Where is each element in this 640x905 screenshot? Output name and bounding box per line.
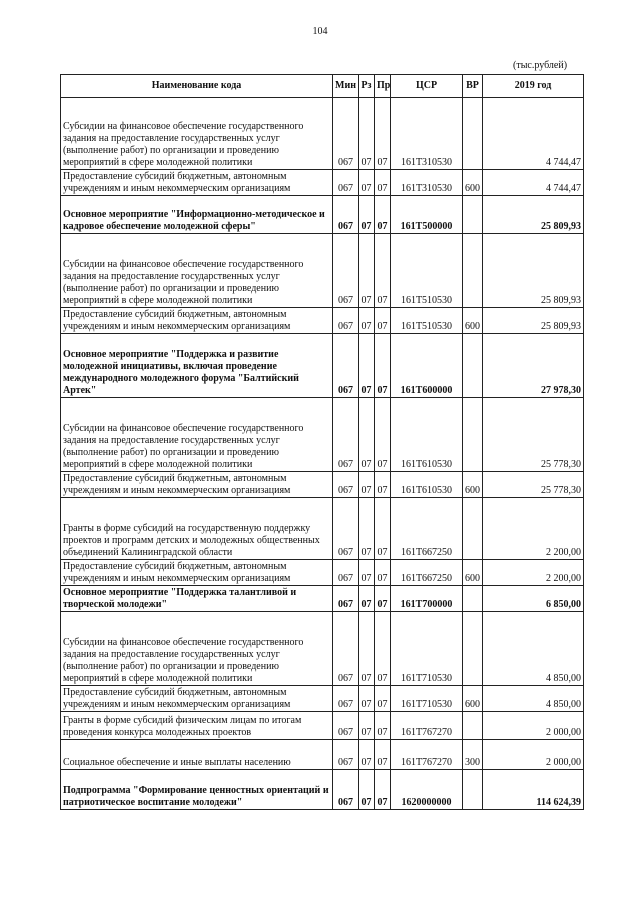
budget-table <box>60 74 584 810</box>
cell-pr: 07 <box>375 98 391 170</box>
cell-rz: 07 <box>359 398 375 472</box>
table-row <box>61 398 584 472</box>
cell-rz: 07 <box>359 612 375 686</box>
table-row <box>61 334 584 398</box>
cell-pr: 07 <box>375 712 391 740</box>
cell-vr <box>463 98 483 170</box>
cell-pr: 07 <box>375 170 391 196</box>
cell-min: 067 <box>333 308 359 334</box>
table-row <box>61 612 584 686</box>
cell-min: 067 <box>333 334 359 398</box>
cell-csr: 161Т310530 <box>391 98 463 170</box>
cell-amount: 25 778,30 <box>483 472 584 498</box>
cell-amount: 27 978,30 <box>483 334 584 398</box>
cell-min: 067 <box>333 612 359 686</box>
cell-rz: 07 <box>359 334 375 398</box>
header-rz: Рз <box>359 75 375 98</box>
table-row <box>61 498 584 560</box>
cell-rz: 07 <box>359 686 375 712</box>
cell-vr <box>463 770 483 810</box>
table-row <box>61 560 584 586</box>
cell-csr: 161Т310530 <box>391 170 463 196</box>
cell-min: 067 <box>333 770 359 810</box>
cell-pr: 07 <box>375 398 391 472</box>
cell-pr: 07 <box>375 560 391 586</box>
table-row <box>61 98 584 170</box>
cell-csr: 161Т600000 <box>391 334 463 398</box>
cell-pr: 07 <box>375 740 391 770</box>
cell-csr: 161Т710530 <box>391 686 463 712</box>
cell-name: Предоставление субсидий бюджетным, автономным учреждениям и иным некоммерческим организациям <box>61 472 333 498</box>
header-csr: ЦСР <box>391 75 463 98</box>
cell-name: Субсидии на финансовое обеспечение государственного задания на предоставление государственных услуг (выполнение работ) по организации и проведению мероприятий в сфере молодежной политики <box>61 234 333 308</box>
table-row <box>61 170 584 196</box>
cell-min: 067 <box>333 586 359 612</box>
cell-min: 067 <box>333 472 359 498</box>
cell-min: 067 <box>333 498 359 560</box>
cell-vr: 600 <box>463 472 483 498</box>
cell-min: 067 <box>333 234 359 308</box>
table-row <box>61 586 584 612</box>
cell-name: Основное мероприятие "Информационно-методическое и кадровое обеспечение молодежной сферы" <box>61 196 333 234</box>
cell-rz: 07 <box>359 98 375 170</box>
header-amount: 2019 год <box>483 75 584 98</box>
table-row <box>61 196 584 234</box>
table-header-row <box>61 75 584 98</box>
page-number: 104 <box>312 26 328 37</box>
cell-name: Предоставление субсидий бюджетным, автономным учреждениям и иным некоммерческим организациям <box>61 170 333 196</box>
cell-amount: 2 000,00 <box>483 712 584 740</box>
cell-vr <box>463 498 483 560</box>
cell-amount: 25 809,93 <box>483 234 584 308</box>
cell-rz: 07 <box>359 196 375 234</box>
cell-pr: 07 <box>375 472 391 498</box>
cell-vr: 600 <box>463 560 483 586</box>
header-vr: ВР <box>463 75 483 98</box>
cell-csr: 161Т610530 <box>391 472 463 498</box>
cell-pr: 07 <box>375 612 391 686</box>
cell-min: 067 <box>333 560 359 586</box>
cell-rz: 07 <box>359 560 375 586</box>
cell-vr <box>463 398 483 472</box>
cell-csr: 161Т510530 <box>391 234 463 308</box>
cell-csr: 1620000000 <box>391 770 463 810</box>
cell-name: Гранты в форме субсидий на государственную поддержку проектов и программ детских и молодежных общественных объединений Калининградской области <box>61 498 333 560</box>
cell-pr: 07 <box>375 586 391 612</box>
cell-rz: 07 <box>359 170 375 196</box>
cell-rz: 07 <box>359 586 375 612</box>
cell-name: Предоставление субсидий бюджетным, автономным учреждениям и иным некоммерческим организациям <box>61 308 333 334</box>
cell-rz: 07 <box>359 234 375 308</box>
cell-rz: 07 <box>359 472 375 498</box>
table-row <box>61 770 584 810</box>
cell-amount: 25 809,93 <box>483 308 584 334</box>
cell-rz: 07 <box>359 740 375 770</box>
cell-amount: 4 744,47 <box>483 170 584 196</box>
cell-pr: 07 <box>375 770 391 810</box>
cell-name: Основное мероприятие "Поддержка и развитие молодежной инициативы, включая проведение международного молодежного форума "Балтийский Артек" <box>61 334 333 398</box>
table-row <box>61 686 584 712</box>
cell-name: Субсидии на финансовое обеспечение государственного задания на предоставление государственных услуг (выполнение работ) по организации и проведению мероприятий в сфере молодежной политики <box>61 612 333 686</box>
cell-vr <box>463 196 483 234</box>
cell-vr <box>463 712 483 740</box>
cell-amount: 25 809,93 <box>483 196 584 234</box>
cell-vr <box>463 334 483 398</box>
cell-csr: 161Т510530 <box>391 308 463 334</box>
cell-min: 067 <box>333 196 359 234</box>
cell-pr: 07 <box>375 196 391 234</box>
cell-vr <box>463 234 483 308</box>
cell-rz: 07 <box>359 712 375 740</box>
cell-min: 067 <box>333 712 359 740</box>
cell-name: Гранты в форме субсидий физическим лицам по итогам проведения конкурса молодежных проектов <box>61 712 333 740</box>
cell-name: Основное мероприятие "Поддержка талантливой и творческой молодежи" <box>61 586 333 612</box>
cell-csr: 161Т667250 <box>391 498 463 560</box>
cell-vr: 300 <box>463 740 483 770</box>
cell-csr: 161Т500000 <box>391 196 463 234</box>
cell-csr: 161Т710530 <box>391 612 463 686</box>
cell-vr: 600 <box>463 170 483 196</box>
table-row <box>61 712 584 740</box>
cell-min: 067 <box>333 740 359 770</box>
cell-pr: 07 <box>375 498 391 560</box>
cell-name: Предоставление субсидий бюджетным, автономным учреждениям и иным некоммерческим организациям <box>61 560 333 586</box>
cell-name: Социальное обеспечение и иные выплаты населению <box>61 740 333 770</box>
cell-vr <box>463 612 483 686</box>
cell-pr: 07 <box>375 686 391 712</box>
cell-pr: 07 <box>375 308 391 334</box>
units-label: (тыс.рублей) <box>513 60 568 71</box>
cell-min: 067 <box>333 398 359 472</box>
cell-min: 067 <box>333 686 359 712</box>
cell-rz: 07 <box>359 308 375 334</box>
cell-csr: 161Т610530 <box>391 398 463 472</box>
cell-amount: 4 850,00 <box>483 612 584 686</box>
header-name: Наименование кода <box>61 75 333 98</box>
cell-amount: 2 200,00 <box>483 560 584 586</box>
cell-amount: 6 850,00 <box>483 586 584 612</box>
cell-amount: 4 744,47 <box>483 98 584 170</box>
cell-pr: 07 <box>375 234 391 308</box>
cell-vr: 600 <box>463 686 483 712</box>
cell-vr: 600 <box>463 308 483 334</box>
cell-name: Предоставление субсидий бюджетным, автономным учреждениям и иным некоммерческим организациям <box>61 686 333 712</box>
cell-csr: 161Т700000 <box>391 586 463 612</box>
cell-amount: 2 000,00 <box>483 740 584 770</box>
cell-min: 067 <box>333 98 359 170</box>
table-row <box>61 472 584 498</box>
cell-name: Подпрограмма "Формирование ценностных ориентаций и патриотическое воспитание молодежи" <box>61 770 333 810</box>
cell-rz: 07 <box>359 498 375 560</box>
cell-vr <box>463 586 483 612</box>
cell-min: 067 <box>333 170 359 196</box>
cell-name: Субсидии на финансовое обеспечение государственного задания на предоставление государственных услуг (выполнение работ) по организации и проведению мероприятий в сфере молодежной политики <box>61 98 333 170</box>
cell-pr: 07 <box>375 334 391 398</box>
cell-amount: 2 200,00 <box>483 498 584 560</box>
cell-csr: 161Т667250 <box>391 560 463 586</box>
table-row <box>61 308 584 334</box>
cell-csr: 161Т767270 <box>391 712 463 740</box>
cell-amount: 4 850,00 <box>483 686 584 712</box>
cell-rz: 07 <box>359 770 375 810</box>
header-pr: Пр <box>375 75 391 98</box>
cell-name: Субсидии на финансовое обеспечение государственного задания на предоставление государственных услуг (выполнение работ) по организации и проведению мероприятий в сфере молодежной политики <box>61 398 333 472</box>
cell-csr: 161Т767270 <box>391 740 463 770</box>
table-row <box>61 234 584 308</box>
header-min: Мин <box>333 75 359 98</box>
table-row <box>61 740 584 770</box>
cell-amount: 25 778,30 <box>483 398 584 472</box>
cell-amount: 114 624,39 <box>483 770 584 810</box>
